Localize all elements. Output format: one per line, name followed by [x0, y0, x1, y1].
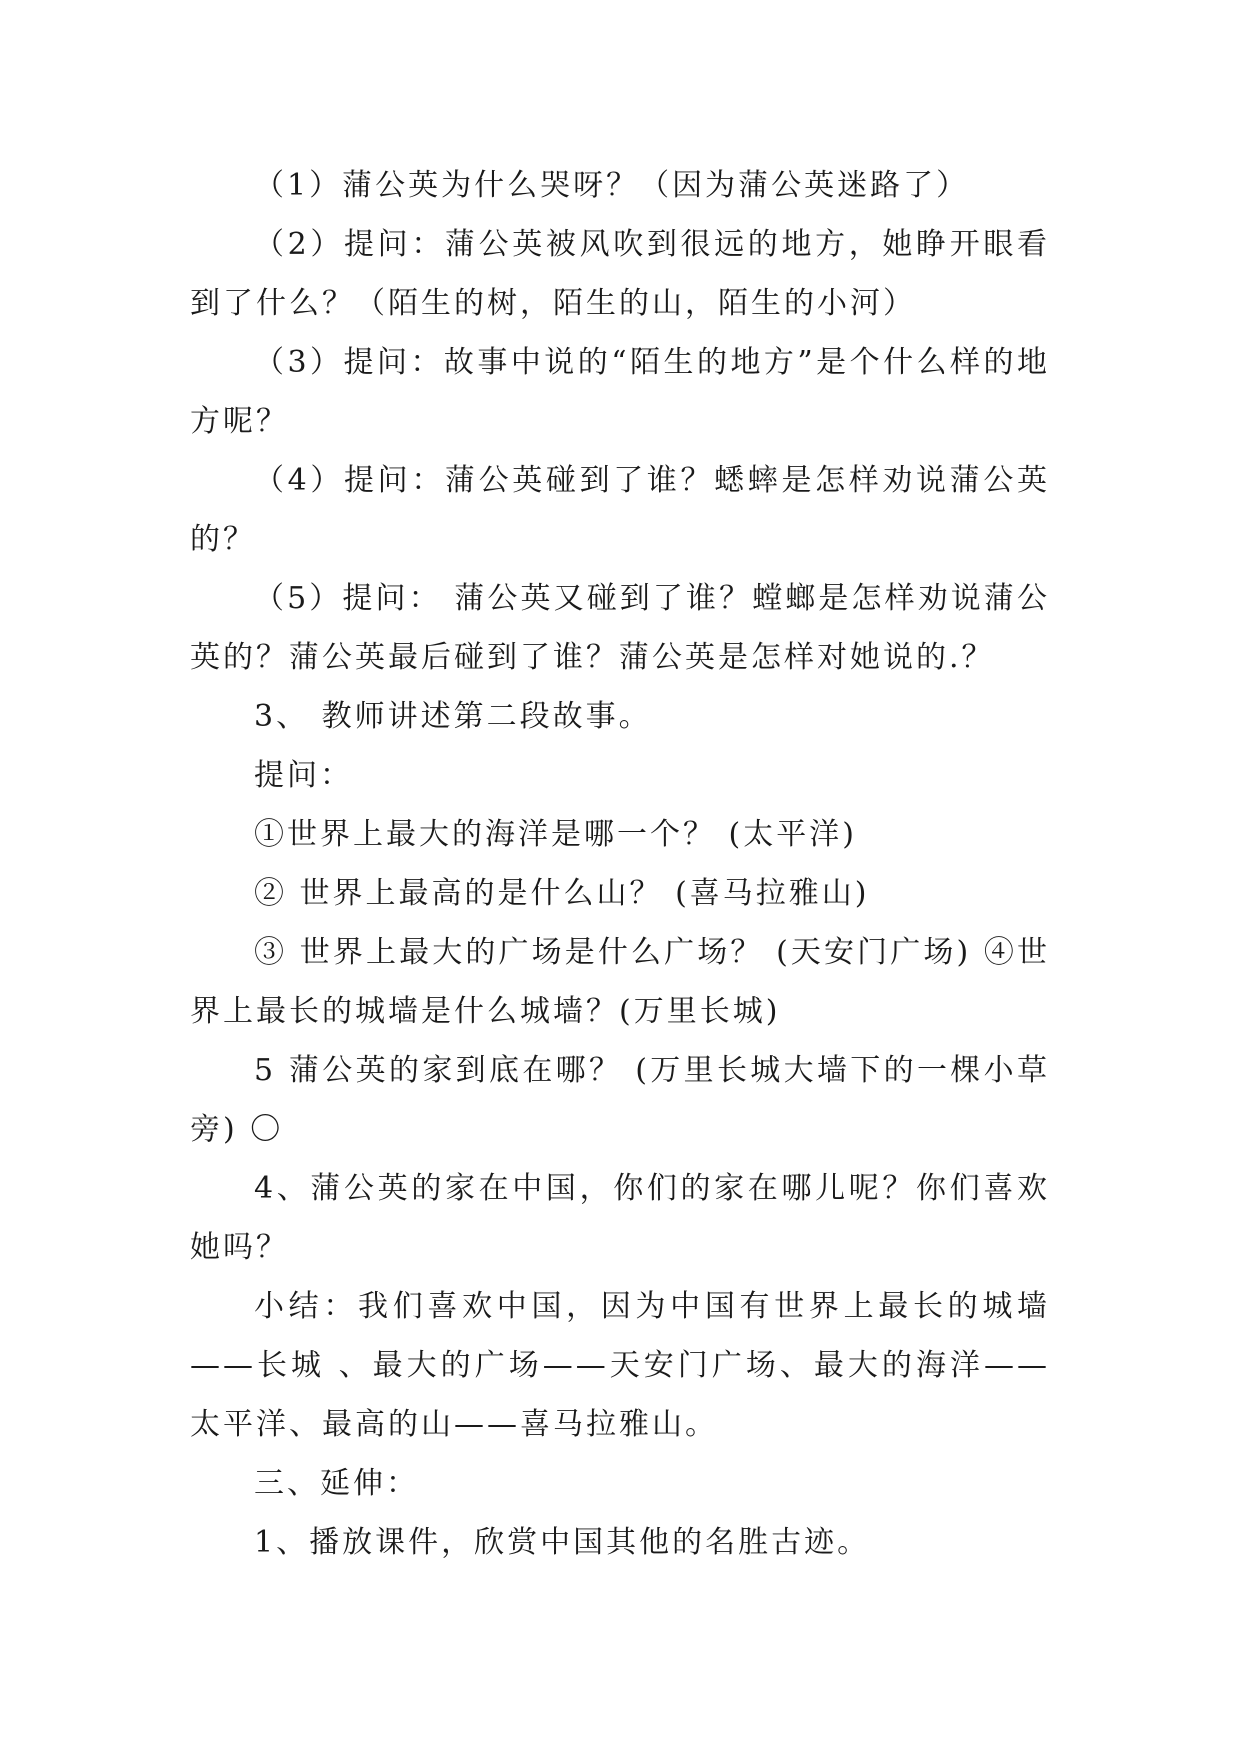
paragraph-question-4: （4）提问：蒲公英碰到了谁？蟋蟀是怎样劝说蒲公英的？: [190, 463, 1050, 557]
document-body: [190, 156, 1050, 1572]
paragraph-question-3: （3）提问：故事中说的“陌生的地方”是个什么样的地方呢？: [190, 345, 1050, 439]
paragraph-question-5: （5）提问： 蒲公英又碰到了谁？螳螂是怎样劝说蒲公英的？蒲公英最后碰到了谁？蒲公英是怎样对她说的.？: [190, 581, 1050, 675]
paragraph-item-1: ①世界上最大的海洋是哪一个？ (太平洋): [254, 817, 857, 852]
paragraph-extension-1: 1、播放课件，欣赏中国其他的名胜古迹。: [254, 1525, 871, 1560]
paragraph-section-extension: 三、延伸：: [254, 1466, 419, 1501]
paragraph-item-5: 5 蒲公英的家到底在哪？ (万里长城大墙下的一棵小草旁) 〇: [190, 1053, 1050, 1147]
paragraph-item-3-4: ③ 世界上最大的广场是什么广场？ (天安门广场) ④世界上最长的城墙是什么城墙？(万里长城): [190, 935, 1050, 1029]
paragraph-summary: 小结：我们喜欢中国，因为中国有世界上最长的城墙——长城 、最大的广场——天安门广场、最大的海洋——太平洋、最高的山——喜马拉雅山。: [190, 1289, 1050, 1442]
paragraph-step-3: 3、 教师讲述第二段故事。: [254, 699, 652, 734]
paragraph-item-2: ② 世界上最高的是什么山？ (喜马拉雅山): [254, 876, 870, 911]
paragraph-question-2: （2）提问：蒲公英被风吹到很远的地方，她睁开眼看到了什么？（陌生的树，陌生的山，陌生的小河）: [190, 227, 1050, 321]
paragraph-step-4: 4、蒲公英的家在中国，你们的家在哪儿呢？你们喜欢她吗？: [190, 1171, 1050, 1265]
paragraph-question-1: （1）蒲公英为什么哭呀？（因为蒲公英迷路了）: [254, 168, 970, 203]
paragraph-ask-label: 提问：: [254, 758, 353, 793]
